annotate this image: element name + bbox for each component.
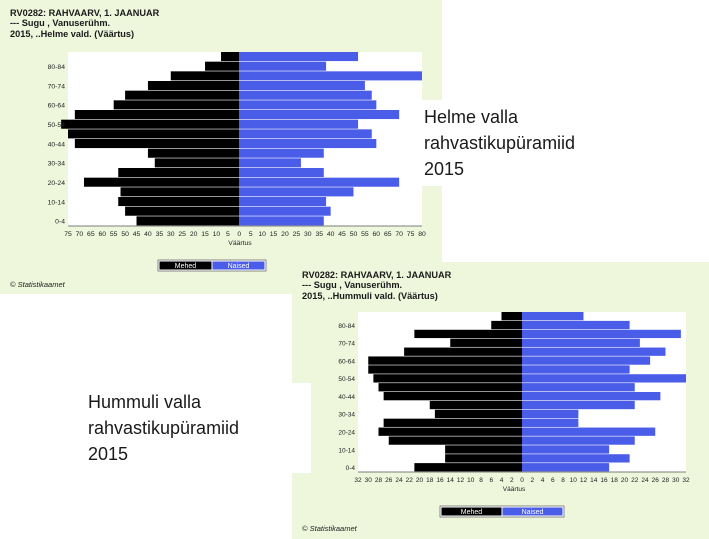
legend-label-naised: Naised (521, 509, 544, 517)
chart-title-line: --- Sugu , Vanuserühm. (10, 18, 111, 29)
bar-mehed (61, 120, 239, 129)
x-tick-label: 28 (661, 477, 670, 484)
x-tick-label: 30 (672, 477, 680, 484)
bar-mehed (148, 81, 239, 90)
x-tick-label: 50 (349, 231, 358, 238)
x-tick-label: 4 (499, 477, 504, 484)
bar-naised (239, 120, 358, 129)
x-tick-label: 28 (374, 477, 383, 484)
x-tick-label: 15 (269, 231, 278, 238)
x-tick-label: 14 (446, 477, 454, 484)
chart-title-line: RV0282: RAHVAARV, 1. JAANUAR (302, 270, 452, 280)
x-tick-label: 8 (561, 477, 565, 484)
bar-mehed (125, 91, 239, 100)
x-tick-label: 45 (338, 231, 346, 238)
bar-naised (522, 454, 630, 462)
bar-mehed (450, 339, 522, 347)
x-tick-label: 18 (610, 477, 618, 484)
bar-mehed (404, 348, 522, 356)
bar-naised (239, 71, 422, 80)
x-tick-label: 60 (98, 231, 107, 238)
caption-line: 2015 (424, 159, 465, 180)
bar-naised (522, 365, 630, 373)
caption-line: Hummuli valla (88, 392, 202, 412)
y-tick-label: 0-4 (345, 465, 355, 473)
bar-mehed (68, 129, 239, 138)
caption-line: rahvastikupüramiid (424, 133, 576, 154)
bar-naised (239, 129, 371, 138)
bar-mehed (148, 149, 239, 158)
bar-naised (239, 149, 324, 158)
bar-naised (239, 197, 326, 206)
bar-naised (522, 401, 635, 409)
bar-mehed (379, 383, 523, 391)
x-axis-label: Väärtus (502, 486, 526, 493)
bar-naised (522, 348, 666, 356)
legend-label-mehed: Mehed (174, 263, 197, 271)
x-tick-label: 70 (395, 231, 403, 238)
helme-caption (414, 100, 576, 186)
bar-mehed (491, 321, 522, 329)
bar-naised (239, 139, 376, 148)
y-tick-label: 50-54 (338, 376, 355, 384)
x-tick-label: 2 (509, 477, 514, 484)
x-tick-label: 50 (121, 231, 129, 238)
bar-naised (239, 81, 365, 90)
x-tick-label: 18 (426, 477, 434, 484)
x-tick-label: 5 (225, 231, 230, 238)
x-tick-label: 55 (109, 231, 118, 238)
bar-mehed (118, 168, 239, 177)
x-tick-label: 16 (600, 477, 608, 484)
y-tick-label: 40-44 (47, 141, 65, 149)
bar-naised (522, 339, 640, 347)
y-tick-label: 70-74 (338, 340, 355, 348)
x-tick-label: 15 (201, 231, 209, 238)
x-tick-label: 26 (385, 477, 393, 484)
chart-title-line: RV0282: RAHVAARV, 1. JAANUAR (10, 8, 160, 18)
bar-mehed (502, 312, 523, 320)
hummuli-pyramid-panel (292, 262, 709, 539)
x-tick-label: 16 (436, 477, 444, 484)
x-tick-label: 40 (144, 231, 152, 238)
bar-naised (239, 187, 353, 196)
y-tick-label: 80-84 (47, 64, 65, 71)
bar-mehed (137, 216, 240, 225)
credit-text: © Statistikaamet (10, 280, 65, 289)
x-tick-label: 80 (418, 231, 426, 238)
bar-naised (522, 392, 660, 400)
bar-mehed (445, 454, 522, 462)
bar-mehed (414, 463, 522, 471)
x-tick-label: 24 (395, 477, 403, 484)
x-tick-label: 8 (479, 477, 483, 484)
bar-naised (522, 312, 584, 320)
bar-naised (239, 207, 330, 216)
x-tick-label: 0 (237, 231, 242, 238)
bar-mehed (75, 139, 239, 148)
x-tick-label: 10 (569, 477, 577, 484)
x-tick-label: 5 (248, 231, 253, 238)
bar-naised (522, 374, 686, 382)
x-tick-label: 30 (304, 231, 312, 238)
bar-naised (522, 410, 578, 418)
x-tick-label: 20 (281, 231, 289, 238)
x-tick-label: 20 (415, 477, 424, 484)
x-tick-label: 2 (530, 477, 535, 484)
y-tick-label: 20-24 (338, 429, 355, 437)
x-tick-label: 32 (354, 477, 362, 484)
x-tick-label: 26 (651, 477, 659, 484)
x-tick-label: 12 (456, 477, 465, 484)
y-tick-label: 0-4 (55, 218, 65, 226)
y-tick-label: 30-34 (338, 411, 355, 419)
x-tick-label: 25 (178, 231, 186, 238)
y-tick-label: 60-64 (47, 102, 65, 110)
hummuli-pyramid-chart (292, 262, 709, 539)
x-tick-label: 10 (258, 231, 266, 238)
x-tick-label: 60 (372, 231, 381, 238)
caption-line: Helme valla (424, 107, 519, 127)
x-axis-label: Väärtus (228, 240, 252, 247)
chart-title-line: --- Sugu , Vanuserühm. (302, 280, 403, 291)
y-tick-label: 80-84 (338, 322, 355, 330)
bar-naised (239, 178, 399, 187)
bar-mehed (435, 410, 522, 418)
credit-text: © Statistikaamet (302, 524, 357, 533)
bar-naised (522, 428, 655, 436)
bar-mehed (445, 445, 522, 453)
bar-mehed (389, 436, 522, 444)
bar-mehed (221, 52, 239, 61)
x-tick-label: 10 (212, 231, 221, 238)
x-tick-label: 65 (87, 231, 95, 238)
bar-mehed (384, 392, 522, 400)
x-tick-label: 40 (326, 231, 335, 238)
x-tick-label: 35 (315, 231, 324, 238)
bar-naised (239, 62, 326, 71)
bar-mehed (118, 197, 239, 206)
bar-mehed (430, 401, 522, 409)
y-tick-label: 20-24 (47, 180, 65, 187)
bar-mehed (414, 330, 522, 338)
x-tick-label: 10 (467, 477, 475, 484)
bar-naised (522, 419, 578, 427)
chart-title-line: 2015, ..Helme vald. (Väärtus) (10, 28, 135, 39)
x-tick-label: 6 (489, 477, 494, 484)
x-tick-label: 25 (292, 231, 301, 238)
x-tick-label: 4 (540, 477, 545, 484)
x-tick-label: 55 (361, 231, 369, 238)
x-tick-label: 6 (550, 477, 555, 484)
x-tick-label: 65 (383, 231, 392, 238)
bar-naised (522, 463, 609, 471)
bar-mehed (373, 374, 522, 382)
y-tick-label: 10-14 (338, 447, 355, 455)
bar-naised (239, 100, 376, 109)
bar-naised (239, 91, 371, 100)
bar-mehed (171, 71, 240, 80)
bar-naised (239, 52, 358, 61)
x-tick-label: 70 (75, 231, 84, 238)
bar-naised (522, 436, 635, 444)
bar-mehed (379, 428, 523, 436)
bar-naised (522, 321, 630, 329)
bar-naised (522, 356, 650, 364)
bar-naised (239, 110, 399, 119)
bar-naised (522, 383, 635, 391)
x-tick-label: 20 (189, 231, 198, 238)
y-tick-label: 10-14 (47, 199, 65, 207)
bar-naised (239, 168, 324, 177)
y-tick-label: 60-64 (338, 358, 355, 366)
x-tick-label: 32 (682, 477, 690, 484)
bar-naised (522, 445, 609, 453)
bar-mehed (84, 178, 239, 187)
bar-mehed (384, 419, 522, 427)
x-tick-label: 12 (579, 477, 588, 484)
y-tick-label: 30-34 (47, 160, 65, 168)
y-tick-label: 50-54 (47, 122, 65, 129)
bar-mehed (368, 356, 522, 364)
hummuli-caption (80, 383, 311, 473)
bar-mehed (75, 110, 239, 119)
x-tick-label: 45 (132, 231, 141, 238)
helme-pyramid-chart (0, 0, 442, 294)
x-tick-label: 0 (520, 477, 524, 484)
x-tick-label: 24 (641, 477, 649, 484)
x-tick-label: 30 (364, 477, 372, 484)
caption-line: rahvastikupüramiid (88, 418, 240, 439)
bar-mehed (155, 158, 240, 167)
bar-mehed (205, 62, 239, 71)
bar-mehed (368, 365, 522, 373)
bar-mehed (121, 187, 240, 196)
x-tick-label: 35 (155, 231, 164, 238)
bar-mehed (114, 100, 240, 109)
legend-label-mehed: Mehed (460, 509, 483, 517)
bar-naised (239, 216, 324, 225)
x-tick-label: 75 (64, 231, 72, 238)
x-tick-label: 14 (590, 477, 598, 484)
x-tick-label: 22 (631, 477, 639, 484)
y-tick-label: 70-74 (47, 83, 65, 91)
x-tick-label: 22 (405, 477, 413, 484)
legend-label-naised: Naised (227, 263, 250, 271)
x-tick-label: 30 (166, 231, 175, 238)
bar-naised (239, 158, 301, 167)
y-tick-label: 40-44 (338, 393, 355, 401)
helme-pyramid-panel (0, 0, 442, 294)
bar-naised (522, 330, 681, 338)
x-tick-label: 75 (406, 231, 415, 238)
caption-line: 2015 (88, 444, 129, 465)
chart-title-line: 2015, ..Hummuli vald. (Väärtus) (302, 290, 438, 301)
x-tick-label: 20 (620, 477, 629, 484)
bar-mehed (125, 207, 239, 216)
